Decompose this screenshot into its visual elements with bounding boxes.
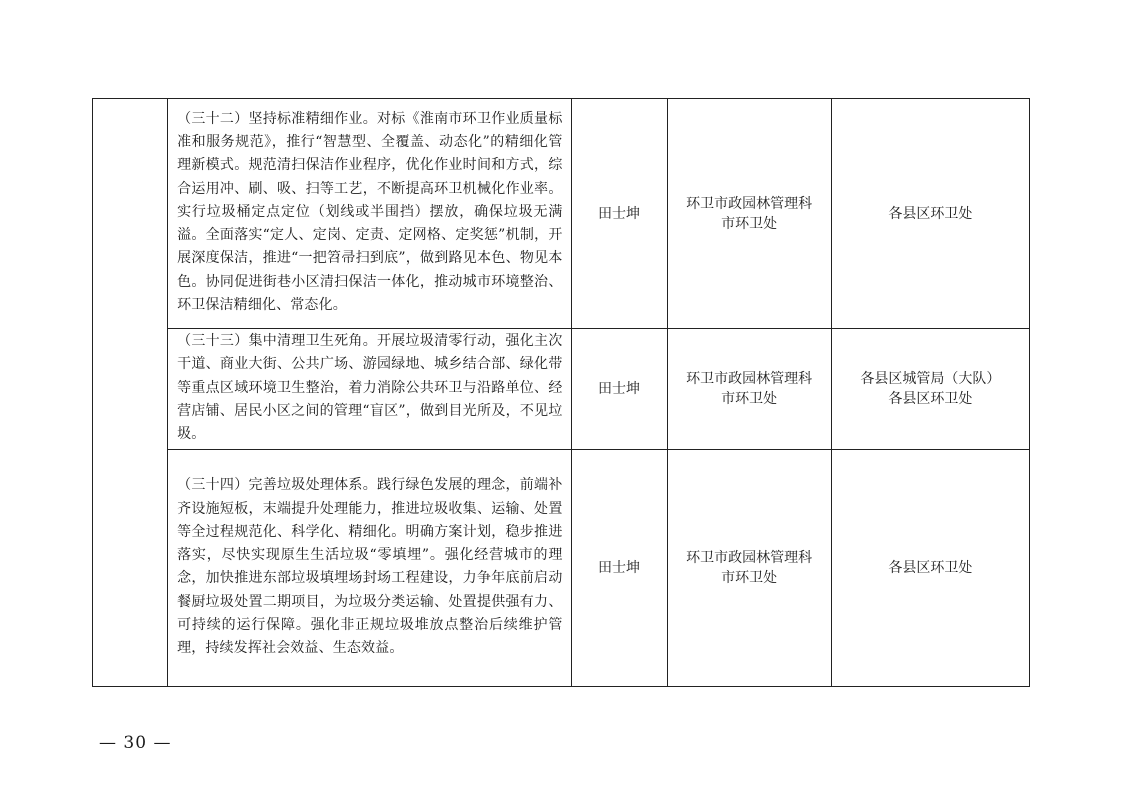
responsible-unit-primary: 各县区环卫处 <box>888 560 973 577</box>
lead-unit-cell <box>667 99 831 329</box>
responsible-unit-cell <box>831 99 1029 329</box>
lead-unit-secondary: 市环卫处 <box>721 215 778 232</box>
lead-unit-primary: 环卫市政园林管理科 <box>686 550 813 567</box>
task-description: （三十三）集中清理卫生死角。开展垃圾清零行动，强化主次干道、商业大街、公共广场、游园绿地、城乡结合部、绿化带等重点区域环境卫生整治，着力消除公共环卫与沿路单位、经营店铺、居民小区之间的管理“盲区”，做到目光所及，不见垃圾。 <box>177 333 563 443</box>
leader-cell <box>571 99 667 329</box>
leader-name: 田士坤 <box>598 381 641 398</box>
leader-name: 田士坤 <box>598 560 641 577</box>
lead-unit-cell <box>667 329 831 450</box>
responsible-unit-cell <box>831 329 1029 450</box>
lead-unit-secondary: 市环卫处 <box>721 570 778 587</box>
table-row <box>93 450 1030 687</box>
leader-name: 田士坤 <box>598 205 641 222</box>
lead-unit-cell <box>667 450 831 687</box>
task-description-cell <box>168 99 571 329</box>
lead-unit-primary: 环卫市政园林管理科 <box>686 371 813 388</box>
table-row <box>93 99 1030 329</box>
category-cell <box>93 99 168 687</box>
task-description-cell <box>168 329 571 450</box>
lead-unit-secondary: 市环卫处 <box>721 391 778 408</box>
responsible-unit-cell <box>831 450 1029 687</box>
responsible-unit-primary: 各县区城管局（大队） <box>860 371 1001 388</box>
task-description: （三十四）完善垃圾处理体系。践行绿色发展的理念，前端补齐设施短板，末端提升处理能力，推进垃圾收集、运输、处置等全过程规范化、科学化、精细化。明确方案计划，稳步推进落实，尽快实现原生生活垃圾“零填埋”。强化经营城市的理念，加快推进东部垃圾填埋场封场工程建设，力争年底前启动餐厨垃圾处置二期项目，为垃圾分类运输、处置提供强有力、可持续的运行保障。强化非正规垃圾堆放点整治后续维护管理，持续发挥社会效益、生态效益。 <box>177 477 563 657</box>
task-description: （三十二）坚持标准精细作业。对标《淮南市环卫作业质量标准和服务规范》，推行“智慧型、全覆盖、动态化”的精细化管理新模式。规范清扫保洁作业程序，优化作业时间和方式，综合运用冲、刷、吸、扫等工艺，不断提高环卫机械化作业率。实行垃圾桶定点定位（划线或半围挡）摆放，确保垃圾无满溢。全面落实“定人、定岗、定责、定网格、定奖惩”机制，开展深度保洁，推进“一把笤帚扫到底”，做到路见本色、物见本色。协同促进街巷小区清扫保洁一体化，推动城市环境整治、环卫保洁精细化、常态化。 <box>177 110 563 314</box>
task-description-cell <box>168 450 571 687</box>
lead-unit-primary: 环卫市政园林管理科 <box>686 195 813 212</box>
leader-cell <box>571 329 667 450</box>
page-number: — 30 — <box>99 733 172 753</box>
leader-cell <box>571 450 667 687</box>
table-row <box>93 329 1030 450</box>
responsible-unit-secondary: 各县区环卫处 <box>888 391 973 408</box>
task-table <box>92 98 1030 687</box>
responsible-unit-primary: 各县区环卫处 <box>888 205 973 222</box>
